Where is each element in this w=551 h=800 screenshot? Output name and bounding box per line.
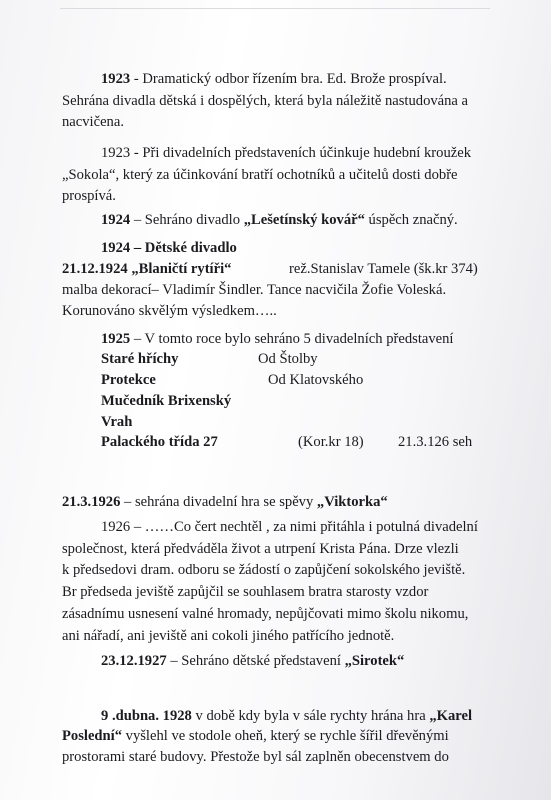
entry-1924b-line3: malba dekorací– Vladimír Šindler. Tance nacvičila Žofie Voleská.: [62, 282, 447, 298]
entry-year: 1923: [101, 71, 131, 87]
entry-1923-line3: nacvičena.: [62, 114, 124, 130]
play-title: Palackého třída 27: [101, 434, 218, 450]
entry-year: 1924: [101, 212, 131, 228]
entry-1923b-line3: prospívá.: [62, 188, 116, 204]
entry-1928-line1: [101, 706, 472, 726]
entry-text: úspěch značný.: [364, 212, 458, 228]
entry-text: – Sehráno divadlo: [130, 212, 244, 228]
entry-text: - Dramatický odbor řízením bra. Ed. Brože prospíval.: [130, 71, 447, 87]
entry-1926-line1: [62, 492, 388, 512]
play-title: Vrah: [101, 414, 133, 430]
play-extra: 21.3.126 seh: [398, 434, 473, 450]
entry-date: 21.3.1926: [62, 494, 121, 510]
play-title: „Sirotek“: [344, 653, 405, 669]
entry-text: – V tomto roce bylo sehráno 5 divadelních představení: [130, 331, 454, 347]
play-note: Od Klatovského: [268, 372, 364, 388]
entry-1923b-line1: 1923 - Při divadelních představeních účinkuje hudební kroužek: [101, 145, 472, 161]
entry-date: 23.12.1927: [101, 653, 167, 669]
entry-1926b-line6: ani nářadí, ani jeviště ani cokoli jiného patřícího jednotě.: [62, 628, 395, 644]
entry-1927-line1: [101, 651, 404, 671]
entry-1924-line1: [101, 210, 458, 230]
entry-1924b-heading: 1924 – Dětské divadlo: [101, 240, 237, 256]
entry-date: 9 .dubna. 1928: [101, 708, 192, 724]
entry-text: vyšlehl ve stodole oheň, který se rychle šířil dřevěnými: [122, 728, 449, 744]
page-edge-line: [60, 8, 490, 9]
entry-1928-line2: [62, 726, 449, 746]
entry-1928-line3: prostorami staré budovy. Přestože byl sál zaplněn obecenstvem do: [62, 749, 449, 765]
entry-1923-line1: [101, 69, 447, 89]
entry-1924b-date-title: 21.12.1924 „Blaničtí rytíři“: [62, 261, 232, 277]
play-title: „Viktorka“: [316, 494, 388, 510]
play-note: Od Štolby: [258, 351, 318, 367]
entry-1923-line2: Sehrána divadla dětská i dospělých, která byla náležitě nastudována a: [62, 93, 469, 109]
play-title: „Lešetínský kovář“: [243, 212, 365, 228]
entry-1923b-line2: „Sokola“, který za účinkování bratří ochotníků a učitelů dosti dobře: [62, 167, 458, 183]
play-title: Mučedník Brixenský: [101, 393, 232, 409]
play-title: „Karel: [429, 708, 473, 724]
play-title: Staré hříchy: [101, 351, 179, 367]
entry-text: v době kdy byla v sále rychty hrána hra: [191, 708, 430, 724]
entry-1924b-director: rež.Stanislav Tamele (šk.kr 374): [289, 261, 478, 277]
entry-1926b-line5: zásadnímu usnesení valné hromady, nepůjčovati mimo školu nikomu,: [62, 606, 469, 622]
entry-1926b-line3: k předsedovi dram. odboru se žádostí o zapůjčení sokolského jeviště.: [62, 562, 466, 578]
play-title: Poslední“: [62, 728, 123, 744]
play-note: (Kor.kr 18): [298, 434, 364, 450]
entry-1924b-line4: Korunováno skvělým výsledkem…..: [62, 303, 277, 319]
entry-1925-line1: [101, 329, 453, 349]
entry-1926b-line1: 1926 – ……Co čert nechtěl , za nimi přitáhla i potulná divadelní: [101, 519, 478, 535]
entry-1926b-line4: Br předseda jeviště zapůjčil se souhlasem bratra starosty vzdor: [62, 584, 429, 600]
entry-year: 1925: [101, 331, 131, 347]
play-title: Protekce: [101, 372, 156, 388]
entry-1926b-line2: společnost, která předváděla život a utrpení Krista Pána. Drze vlezli: [62, 541, 459, 557]
entry-text: – Sehráno dětské představení: [166, 653, 345, 669]
entry-text: – sehrána divadelní hra se spěvy: [120, 494, 317, 510]
